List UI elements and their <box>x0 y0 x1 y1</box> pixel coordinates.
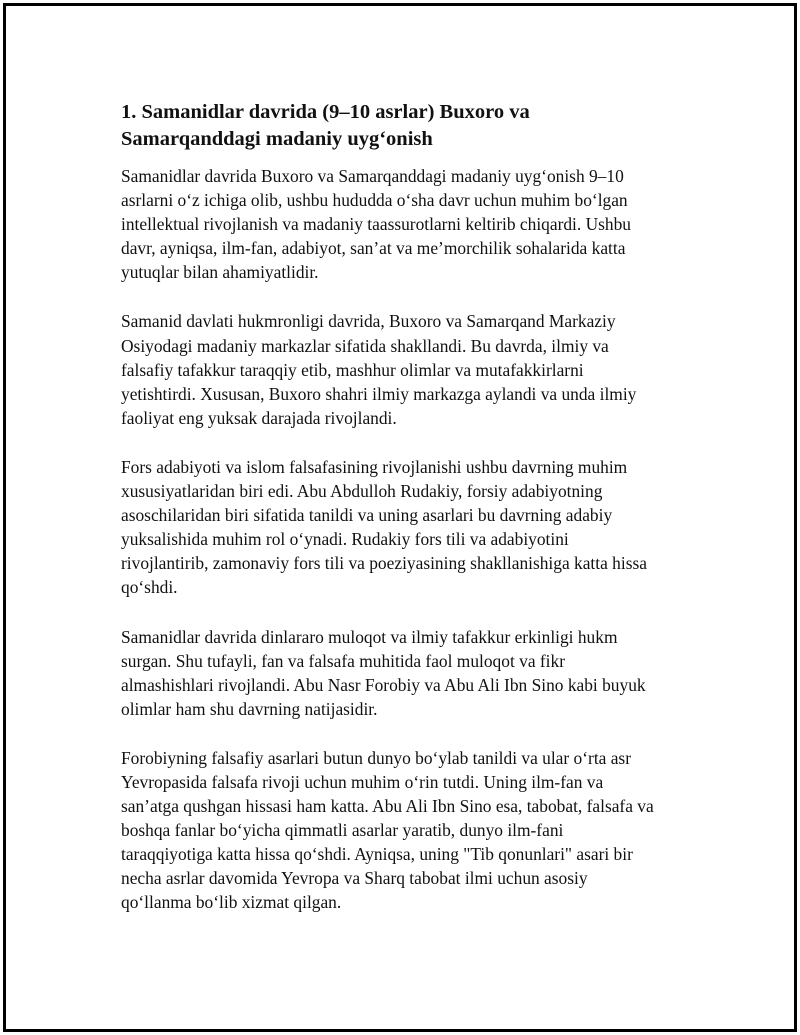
paragraph-line: Samanid davlati hukmronligi davrida, Buxoro va Samarqand Markaziy <box>121 311 616 332</box>
paragraph-line: olimlar ham shu davrning natijasidir. <box>121 698 378 719</box>
heading-line: 1. Samanidlar davrida (9–10 asrlar) Buxoro va <box>121 101 530 123</box>
paragraph-3 <box>121 455 711 600</box>
paragraph-line: Samanidlar davrida Buxoro va Samarqanddagi madaniy uyg‘onish 9–10 <box>121 166 624 186</box>
paragraph-line: Samanidlar davrida dinlararo muloqot va ilmiy tafakkur erkinligi hukm <box>121 626 618 647</box>
paragraph-line: san’atga qushgan hissasi ham katta. Abu Ali Ibn Sino esa, tabobat, falsafa va <box>121 796 654 817</box>
paragraph-line: yetishtirdi. Xususan, Buxoro shahri ilmiy markazga aylandi va unda ilmiy <box>121 383 637 404</box>
paragraph-4 <box>121 625 711 721</box>
paragraph-2 <box>121 309 711 429</box>
paragraph-line: taraqqiyotiga katta hissa qo‘shdi. Ayniqsa, uning "Tib qonunlari" asari bir <box>121 844 633 865</box>
paragraph-line: yutuqlar bilan ahamiyatlidir. <box>121 262 319 283</box>
paragraph-line: Osiyodagi madaniy markazlar sifatida shakllandi. Bu davrda, ilmiy va <box>121 335 609 356</box>
paragraph-line: intellektual rivojlanish va madaniy taassurotlarni keltirib chiqardi. Ushbu <box>121 214 632 235</box>
heading-line: Samarqanddagi madaniy uyg‘onish <box>121 128 433 150</box>
paragraph-line: boshqa fanlar bo‘yicha qimmatli asarlar yaratib, dunyo ilm-fani <box>121 820 564 841</box>
paragraph-line: Yevropasida falsafa rivoji uchun muhim o‘rin tutdi. Uning ilm-fan va <box>121 771 604 792</box>
page-frame <box>3 3 797 1032</box>
paragraph-line: qo‘llanma bo‘lib xizmat qilgan. <box>121 892 342 913</box>
paragraph-line: falsafiy tafakkur taraqqiy etib, mashhur olimlar va mutafakkirlarni <box>121 359 584 380</box>
paragraph-line: yuksalishida muhim rol o‘ynadi. Rudakiy fors tili va adabiyotini <box>121 529 569 550</box>
paragraph-line: surgan. Shu tufayli, fan va falsafa muhitida faol muloqot va fikr <box>121 650 565 671</box>
section-heading <box>121 99 711 153</box>
paragraph-line: asrlarni o‘z ichiga olib, ushbu hududda o‘sha davr uchun muhim bo‘lgan <box>121 190 628 211</box>
document-body <box>121 99 711 940</box>
paragraph-1 <box>121 164 711 284</box>
paragraph-line: Forobiyning falsafiy asarlari butun dunyo bo‘ylab tanildi va ular o‘rta asr <box>121 747 631 768</box>
paragraph-line: faoliyat eng yuksak darajada rivojlandi. <box>121 407 397 428</box>
paragraph-line: necha asrlar davomida Yevropa va Sharq tabobat ilmi uchun asosiy <box>121 868 588 889</box>
paragraph-line: xususiyatlaridan biri edi. Abu Abdulloh Rudakiy, forsiy adabiyotning <box>121 481 603 502</box>
paragraph-5 <box>121 746 711 915</box>
paragraph-line: davr, ayniqsa, ilm-fan, adabiyot, san’at va me’morchilik sohalarida katta <box>121 238 626 259</box>
paragraph-line: rivojlantirib, zamonaviy fors tili va poeziyasining shakllanishiga katta hissa <box>121 553 647 574</box>
paragraph-line: almashishlari rivojlandi. Abu Nasr Forobiy va Abu Ali Ibn Sino kabi buyuk <box>121 674 646 695</box>
paragraph-line: Fors adabiyoti va islom falsafasining rivojlanishi ushbu davrning muhim <box>121 456 628 477</box>
paragraph-line: qo‘shdi. <box>121 577 178 598</box>
paragraph-line: asoschilaridan biri sifatida tanildi va uning asarlari bu davrning adabiy <box>121 505 613 526</box>
